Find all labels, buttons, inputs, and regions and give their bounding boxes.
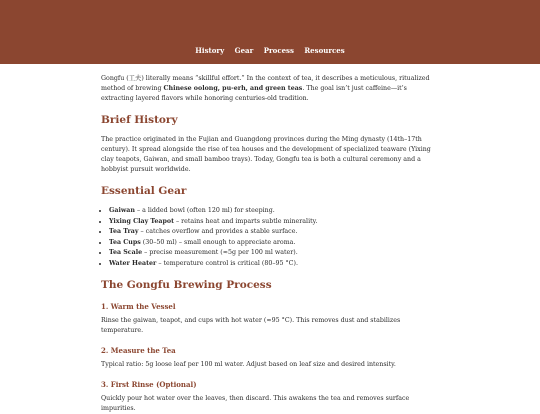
gear-desc: – a lidded bowl (often 120 ml) for steeping. [134,207,275,214]
gear-desc: – temperature control is critical (80–95 °C). [156,259,298,267]
list-item [109,217,439,228]
section-heading-history: Brief History [101,114,178,126]
gear-desc: (30–50 ml) – small enough to appreciate aroma. [140,238,296,246]
intro-bold: Chinese oolong, pu-erh, and green teas [163,85,303,92]
history-paragraph: The practice originated in the Fujian and Guangdong provinces during the Ming dynasty (14th–17th century). It spread alongside the rise of tea houses and the development of specialized teaware (Yixing clay teapots, Gaiwan, and small bamboo trays). Today, Gongfu tea is both a cultural ceremony and a hobbyist pursuit worldwide. [101,136,431,173]
nav-link-process[interactable]: Process [263,46,294,55]
gear-desc: – catches overflow and provides a stable surface. [138,228,298,235]
main-nav [0,46,540,55]
gear-name: Tea Cups [109,238,141,246]
gear-desc: – retains heat and imparts subtle minerality. [174,217,318,225]
site-header [0,0,540,64]
gear-list [101,206,439,269]
gear-name: Water Heater [109,259,157,267]
intro-text-end: . The goal isn’t just caffeine—it’s extracting layered flavors while honoring centuries-old tradition. [101,85,407,102]
list-item [109,206,439,217]
list-item [109,259,439,270]
list-item [109,227,439,238]
gear-name: Tea Tray [109,228,139,235]
intro-text: Gongfu (工夫) literally means “skillful effort.” In the context of tea, it describes a meticulous, ritualized method of brewing [101,75,430,92]
gear-desc: – precise measurement (≈5g per 100 ml water). [142,249,298,256]
nav-link-resources[interactable]: Resources [304,46,345,55]
step-text: Typical ratio: 5g loose leaf per 100 ml water. Adjust based on leaf size and desired intensity. [101,361,396,368]
step-heading: 2. Measure the Tea [101,346,176,355]
step-text: Rinse the gaiwan, teapot, and cups with hot water (≈95 °C). This removes dust and stabilizes temperature. [101,317,401,334]
nav-link-history[interactable]: History [195,46,225,55]
list-item [109,248,439,259]
article-content [0,64,540,414]
gear-name: Tea Scale [109,249,143,256]
nav-link-gear[interactable]: Gear [234,46,254,55]
gear-name: Gaiwan [109,207,135,214]
step-heading: 3. First Rinse (Optional) [101,380,197,389]
step-text: Quickly pour hot water over the leaves, then discard. This awakens the tea and removes surface impurities. [101,395,410,412]
gear-name: Yixing Clay Teapot [109,217,174,225]
step-heading: 1. Warm the Vessel [101,302,176,311]
section-heading-gear: Essential Gear [101,185,187,197]
intro-paragraph [101,74,439,104]
section-heading-process: The Gongfu Brewing Process [101,279,272,291]
list-item [109,238,439,249]
